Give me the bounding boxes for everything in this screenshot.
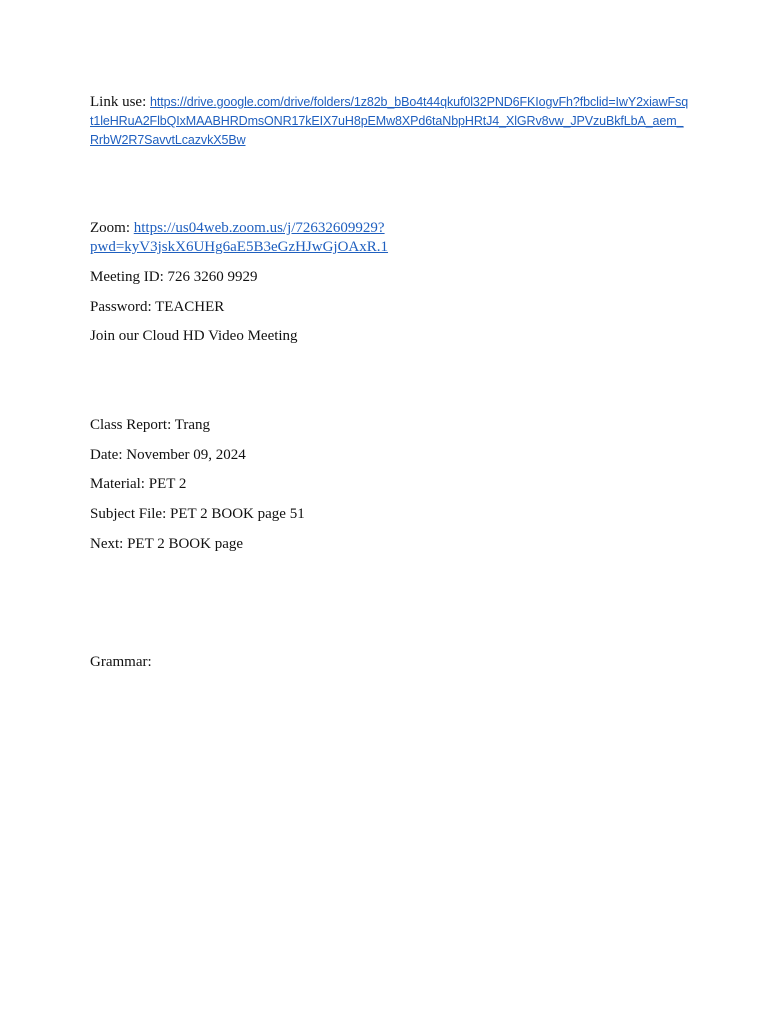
zoom-link-line-1: https://us04web.zoom.us/j/72632609929?	[133, 220, 385, 236]
report-date: Date: November 09, 2024	[90, 447, 246, 463]
report-material: Material: PET 2	[90, 476, 187, 492]
zoom-link[interactable]	[90, 220, 388, 255]
drive-link-paragraph	[90, 93, 690, 150]
meeting-password: Password: TEACHER	[90, 299, 225, 315]
drive-link-label: Link use:	[90, 94, 147, 110]
report-next: Next: PET 2 BOOK page	[90, 536, 244, 552]
report-grammar: Grammar:	[90, 654, 152, 670]
zoom-link-paragraph	[90, 219, 690, 257]
meeting-join-text: Join our Cloud HD Video Meeting	[90, 328, 298, 344]
class-report: Class Report: Trang	[90, 417, 211, 433]
zoom-link-line-2: pwd=kyV3jskX6UHg6aE5B3eGzHJwGjOAxR.1	[90, 239, 389, 255]
report-subject-file: Subject File: PET 2 BOOK page 51	[90, 506, 305, 522]
drive-link[interactable]: https://drive.google.com/drive/folders/1z82b_bBo4t44qkuf0l32PND6FKIogvFh?fbclid=IwY2xiawFsqt1leHRuA2FlbQIxMAABHRDmsONR17kEIX7uH8pEMw8XPd6taNbpHRtJ4_XlGRv8vw_JPVzuBkfLbA_aem_RrbW2R7SavvtLcazvkX5Bw	[90, 95, 689, 147]
zoom-link-label: Zoom:	[90, 220, 130, 236]
meeting-id: Meeting ID: 726 3260 9929	[90, 269, 258, 285]
